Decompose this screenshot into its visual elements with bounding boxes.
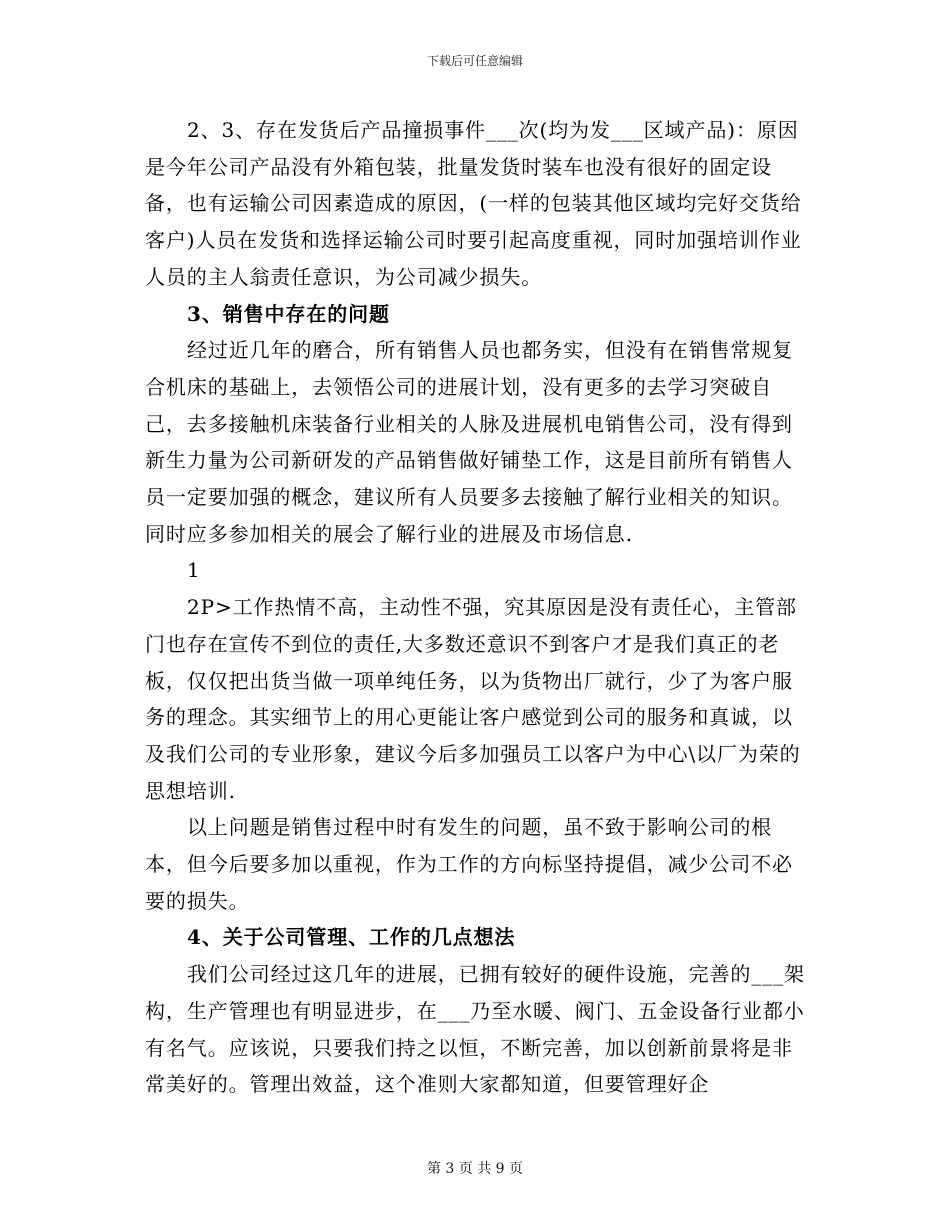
paragraph-shipping-damage: 2、3、存在发货后产品撞损事件___次(均为发___区域产品)：原因是今年公司产品没有外箱包装，批量发货时装车也没有很好的固定设备，也有运输公司因素造成的原因，(一样的包装其他区域均完好交货给客户)人员在发货和选择运输公司时要引起高度重视，同时加强培训作业人员的主人翁责任意识，为公司减少损失。 <box>145 118 802 289</box>
page-header: 下载后可任意编辑 <box>426 54 523 68</box>
page-footer: 第 3 页 共 9 页 <box>426 1161 524 1177</box>
paragraph-number-marker: 1 <box>187 558 201 583</box>
section-heading-sales-problems: 3、销售中存在的问题 <box>187 301 390 326</box>
paragraph-company-progress: 我们公司经过这几年的进展，已拥有较好的硬件设施，完善的___架构，生产管理也有明显进步，在___乃至水暖、阀门、五金设备行业都小有名气。应该说，只要我们持之以恒，不断完善，加以创新前景将是非常美好的。管理出效益，这个准则大家都知道，但要管理好企 <box>145 962 805 1097</box>
paragraph-work-enthusiasm: 2P>工作热情不高，主动性不强，究其原因是没有责任心，主管部门也存在宣传不到位的责任,大多数还意识不到客户才是我们真正的老板，仅仅把出货当做一项单纯任务，以为货物出厂就行，少了为客户服务的理念。其实细节上的用心更能让客户感觉到公司的服务和真诚，以及我们公司的专业形象，建议今后多加强员工以客户为中心\以厂为荣的思想培训. <box>145 595 801 803</box>
paragraph-summary: 以上问题是销售过程中时有发生的问题，虽不致于影响公司的根本，但今后要多加以重视，作为工作的方向标坚持提倡，减少公司不必要的损失。 <box>145 815 793 913</box>
document-body <box>145 112 805 1103</box>
paragraph-sales-staff: 经过近几年的磨合，所有销售人员也都务实，但没有在销售常规复合机床的基础上，去领悟公司的进展计划，没有更多的去学习突破自己，去多接触机床装备行业相关的人脉及进展机电销售公司，没有得到新生力量为公司新研发的产品销售做好铺垫工作，这是目前所有销售人员一定要加强的概念，建议所有人员要多去接触了解行业相关的知识。同时应多参加相关的展会了解行业的进展及市场信息. <box>145 338 794 546</box>
section-heading-management-ideas: 4、关于公司管理、工作的几点想法 <box>187 925 516 950</box>
